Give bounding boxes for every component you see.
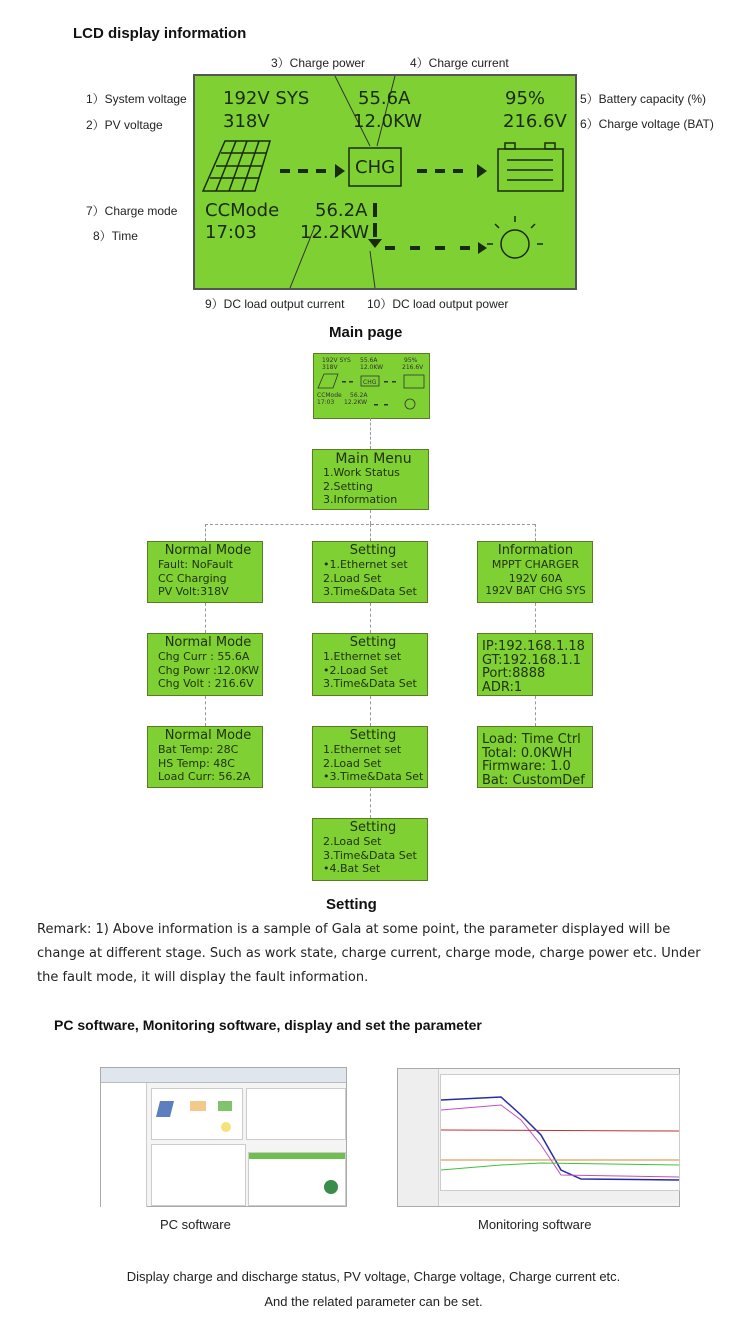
pc-sidebar <box>101 1083 147 1207</box>
work-status-3-title: Normal Mode <box>164 728 252 743</box>
lcd-display <box>193 74 577 290</box>
setting-box-3 <box>312 726 428 788</box>
information-3-line-2: Total: 0.0KWH <box>482 745 573 761</box>
connector-left-2-3 <box>205 696 206 726</box>
lcd-section-title: LCD display information <box>73 25 247 42</box>
callout-battery-capacity: 5）Battery capacity (%) <box>580 92 707 106</box>
setting-label: Setting <box>326 896 377 913</box>
load-flow-arrow <box>368 203 487 254</box>
setting-4-line-2: 3.Time&Data Set <box>323 848 417 862</box>
callout-charge-voltage: 6）Charge voltage (BAT) <box>580 117 714 131</box>
work-status-2-line-2: Chg Powr :12.0KW <box>158 663 260 677</box>
setting-1-title: Setting <box>349 543 397 558</box>
mini-lcd <box>313 353 430 419</box>
mini-lcd-graphics <box>314 354 429 418</box>
monitor-chart-graphics <box>441 1075 679 1190</box>
lcd-pv-voltage: 318V <box>223 111 270 132</box>
monitoring-software-caption: Monitoring software <box>478 1217 592 1232</box>
mini-charge-power: 12.0KW <box>360 364 384 371</box>
information-1-line-2: 192V 60A <box>508 571 563 585</box>
pc-section-title: PC software, Monitoring software, display and set the parameter <box>54 1017 482 1033</box>
work-status-box-1 <box>147 541 263 603</box>
callout-system-voltage: 1）System voltage <box>86 92 187 106</box>
information-3-line-1: Load: Time Ctrl <box>482 732 581 747</box>
lcd-status: CHG <box>355 157 396 178</box>
callout-charge-current: 4）Charge current <box>410 56 509 70</box>
information-2-line-1: IP:192.168.1.18 <box>482 639 585 654</box>
work-status-box-3 <box>147 726 263 788</box>
main-menu-item-1: 1.Work Status <box>323 466 400 479</box>
information-2-line-2: GT:192.168.1.1 <box>482 652 582 668</box>
callout-charge-mode: 7）Charge mode <box>86 204 178 218</box>
connector-right-branch <box>535 524 536 541</box>
callout-load-current: 9）DC load output current <box>205 297 345 311</box>
mini-status: CHG <box>363 379 377 386</box>
setting-box-1 <box>312 541 428 603</box>
setting-3-title: Setting <box>349 728 397 743</box>
setting-3-line-1: 1.Ethernet set <box>323 743 402 756</box>
information-box-1 <box>477 541 593 603</box>
setting-box-4 <box>312 818 428 881</box>
footer-line-2: And the related parameter can be set. <box>264 1294 483 1309</box>
lcd-system-voltage: 192V SYS <box>223 88 310 109</box>
work-status-2-title: Normal Mode <box>164 635 252 650</box>
mini-pv-voltage: 318V <box>322 364 338 371</box>
work-status-1-line-3: PV Volt:318V <box>158 585 229 598</box>
callout-time: 8）Time <box>93 229 138 243</box>
mini-time: 17:03 <box>317 399 335 406</box>
information-box-2 <box>477 633 593 696</box>
monitoring-software-screenshot <box>397 1068 680 1207</box>
monitor-legend <box>440 1191 678 1203</box>
connector-mid-branch <box>370 524 371 541</box>
mini-load-power: 12.2KW <box>344 399 368 406</box>
mini-charge-current: 55.6A <box>360 357 378 364</box>
information-3-line-3: Firmware: 1.0 <box>482 759 571 774</box>
work-status-1-title: Normal Mode <box>164 543 252 558</box>
work-status-2-line-1: Chg Curr : 55.6A <box>158 650 250 663</box>
connector-right-1-2 <box>535 603 536 633</box>
information-box-3 <box>477 726 593 788</box>
battery-flow-arrow <box>417 164 487 178</box>
information-1-line-3: 192V BAT CHG SYS <box>485 585 586 597</box>
main-menu-title: Main Menu <box>335 451 412 467</box>
setting-4-line-1: 2.Load Set <box>323 835 382 848</box>
monitor-chart-area <box>440 1074 680 1191</box>
connector-mid-2-3 <box>370 696 371 726</box>
setting-4-line-3: •4.Bat Set <box>323 862 381 875</box>
callout-load-power: 10）DC load output power <box>367 297 509 311</box>
lcd-load-power: 12.2KW <box>300 222 370 243</box>
work-status-1-line-1: Fault: NoFault <box>158 558 233 571</box>
setting-1-line-2: 2.Load Set <box>323 571 382 585</box>
pc-chart-graphics <box>249 1153 345 1205</box>
setting-3-line-2: 2.Load Set <box>323 756 382 770</box>
connector-right-2-3 <box>535 696 536 726</box>
pc-diagram-graphics <box>152 1089 242 1139</box>
pv-flow-arrow <box>280 164 345 178</box>
setting-4-title: Setting <box>349 820 397 835</box>
information-2-line-3: Port:8888 <box>482 666 546 681</box>
pc-charge-panel <box>151 1144 246 1206</box>
information-2-line-4: ADR:1 <box>482 679 523 695</box>
bulb-icon <box>487 216 543 258</box>
main-menu-item-2: 2.Setting <box>323 479 373 493</box>
connector-left-1-2 <box>205 603 206 633</box>
lcd-charge-voltage: 216.6V <box>503 111 567 132</box>
lcd-load-current: 56.2A <box>315 200 368 221</box>
pc-diagram-panel <box>151 1088 243 1140</box>
connector-lcd-menu <box>370 418 371 449</box>
lcd-battery-capacity: 95% <box>505 88 546 109</box>
work-status-3-line-3: Load Curr: 56.2A <box>158 770 251 783</box>
footer-line-1: Display charge and discharge status, PV voltage, Charge voltage, Charge current etc. <box>126 1269 621 1284</box>
connector-mid-1-2 <box>370 603 371 633</box>
main-menu-box <box>312 449 429 510</box>
connector-menu-split <box>370 510 371 524</box>
pc-software-screenshot <box>100 1067 347 1207</box>
main-menu-item-3: 3.Information <box>323 493 398 506</box>
work-status-3-line-2: HS Temp: 48C <box>158 756 235 770</box>
callout-charge-power: 3）Charge power <box>271 56 366 70</box>
mini-load-current: 56.2A <box>350 392 368 399</box>
work-status-box-2 <box>147 633 263 696</box>
mini-charge-voltage: 216.6V <box>402 364 424 371</box>
setting-1-line-3: 3.Time&Data Set <box>323 585 417 598</box>
work-status-3-line-1: Bat Temp: 28C <box>158 743 239 756</box>
setting-3-line-3: •3.Time&Data Set <box>323 770 424 783</box>
lcd-time: 17:03 <box>205 222 257 243</box>
lcd-charge-power: 12.0KW <box>353 111 423 132</box>
information-3-line-4: Bat: CustomDef <box>482 772 585 788</box>
work-status-2-line-3: Chg Volt : 216.6V <box>158 677 254 690</box>
information-1-title: Information <box>497 543 574 558</box>
setting-2-title: Setting <box>349 635 397 650</box>
remark-text: Remark: 1) Above information is a sample of Gala at some point, the parameter displayed will be change at different stage. Such as work state, charge current, charge mode, charge power etc. Under the fault mode, it will display the fault information. <box>37 922 701 985</box>
monitor-sidebar <box>398 1069 439 1206</box>
mini-battery-capacity: 95% <box>404 357 418 364</box>
information-1-line-1: MPPT CHARGER <box>491 558 580 571</box>
battery-icon <box>498 143 563 191</box>
setting-2-line-1: 1.Ethernet set <box>323 650 402 663</box>
work-status-1-line-2: CC Charging <box>158 571 227 585</box>
pc-params-panel <box>246 1088 346 1140</box>
solar-panel-icon <box>203 141 270 191</box>
setting-2-line-3: 3.Time&Data Set <box>323 677 417 690</box>
pc-chart-panel <box>248 1152 346 1206</box>
callout-pv-voltage: 2）PV voltage <box>86 118 163 132</box>
connector-mid-3-4 <box>370 788 371 818</box>
pc-toolbar <box>101 1068 346 1083</box>
mini-mode: CCMode <box>317 392 342 399</box>
setting-2-line-2: •2.Load Set <box>323 663 388 677</box>
setting-1-line-1: •1.Ethernet set <box>323 558 408 571</box>
pc-software-caption: PC software <box>160 1217 231 1232</box>
mini-system-voltage: 192V SYS <box>322 357 351 364</box>
lcd-charge-mode: CCMode <box>205 200 280 221</box>
setting-box-2 <box>312 633 428 696</box>
main-page-label: Main page <box>329 324 403 341</box>
connector-left-branch <box>205 524 206 541</box>
lcd-charge-current: 55.6A <box>358 88 411 109</box>
